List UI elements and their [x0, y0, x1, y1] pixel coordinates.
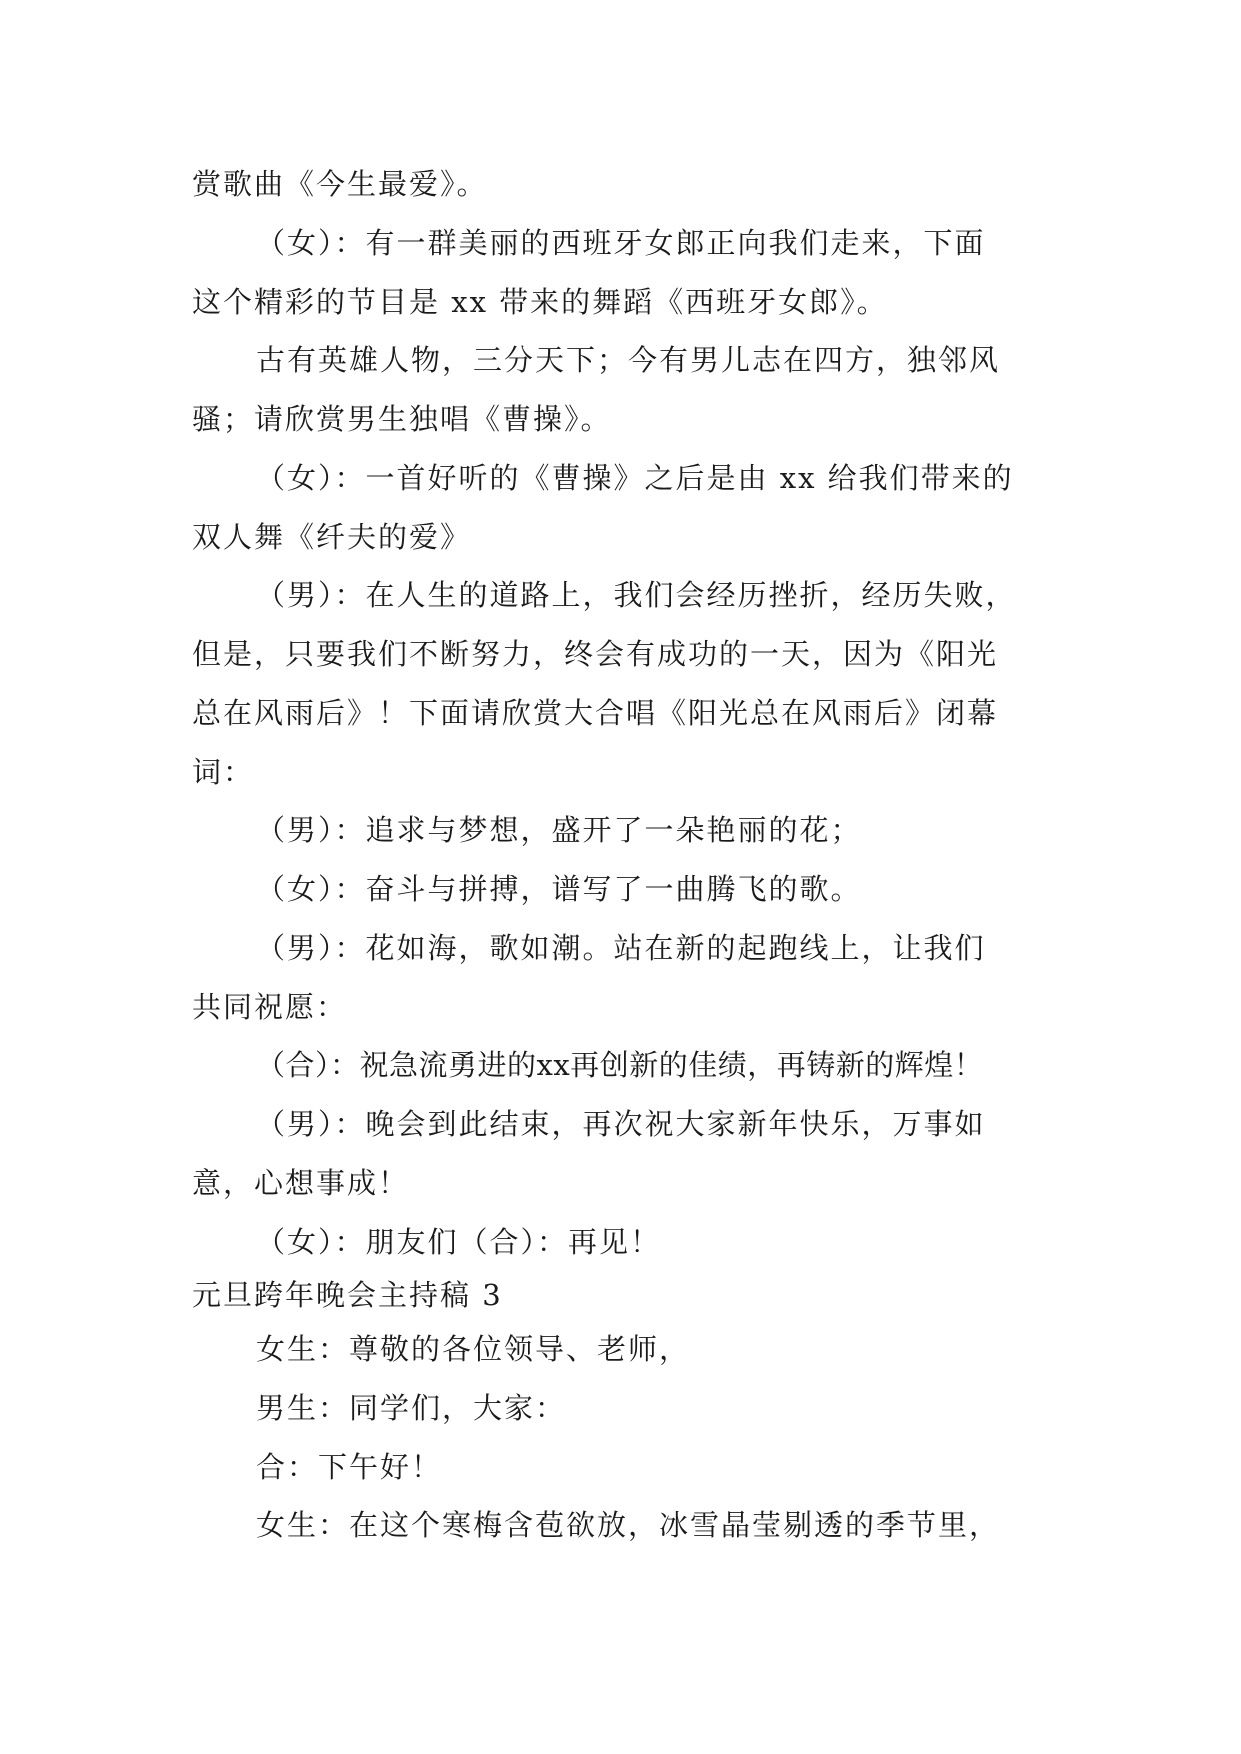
- text-line: 总在风雨后》！下面请欣赏大合唱《阳光总在风雨后》闭幕: [192, 696, 999, 730]
- text-line: （合）：祝急流勇进的xx再创新的佳绩，再铸新的辉煌！: [256, 1048, 984, 1082]
- text-line: 双人舞《纤夫的爱》: [192, 520, 472, 554]
- section-heading: 元旦跨年晚会主持稿 3: [192, 1278, 503, 1312]
- text-line: 男生：同学们，大家：: [256, 1391, 567, 1425]
- text-line: （男）：追求与梦想，盛开了一朵艳丽的花；: [256, 813, 862, 847]
- text-line: 这个精彩的节目是 xx 带来的舞蹈《西班牙女郎》。: [192, 285, 888, 319]
- text-line: （女）：一首好听的《曹操》之后是由 xx 给我们带来的: [256, 461, 1014, 495]
- text-line: （男）：在人生的道路上，我们会经历挫折，经历失败，: [256, 578, 1017, 612]
- text-line: 但是，只要我们不断努力，终会有成功的一天，因为《阳光: [192, 637, 999, 671]
- text-line: 骚；请欣赏男生独唱《曹操》。: [192, 402, 612, 436]
- text-line: （男）：晚会到此结束，再次祝大家新年快乐，万事如: [256, 1107, 986, 1141]
- text-line: 赏歌曲《今生最爱》。: [192, 167, 488, 201]
- text-line: （男）：花如海，歌如潮。站在新的起跑线上，让我们: [256, 931, 986, 965]
- text-line: （女）：奋斗与拼搏，谱写了一曲腾飞的歌。: [256, 872, 862, 906]
- text-line: 女生：尊敬的各位领导、老师，: [256, 1332, 691, 1366]
- text-line: 女生：在这个寒梅含苞欲放，冰雪晶莹剔透的季节里，: [256, 1508, 1001, 1542]
- text-line: 词：: [192, 755, 255, 789]
- text-line: 合：下午好！: [256, 1450, 443, 1484]
- text-line: 共同祝愿：: [192, 990, 348, 1024]
- text-line: （女）：有一群美丽的西班牙女郎正向我们走来，下面: [256, 226, 986, 260]
- text-line: 古有英雄人物，三分天下；今有男儿志在四方，独邻风: [256, 343, 1001, 377]
- text-line: 意，心想事成！: [192, 1166, 410, 1200]
- text-line: （女）：朋友们（合）：再见！: [256, 1225, 662, 1259]
